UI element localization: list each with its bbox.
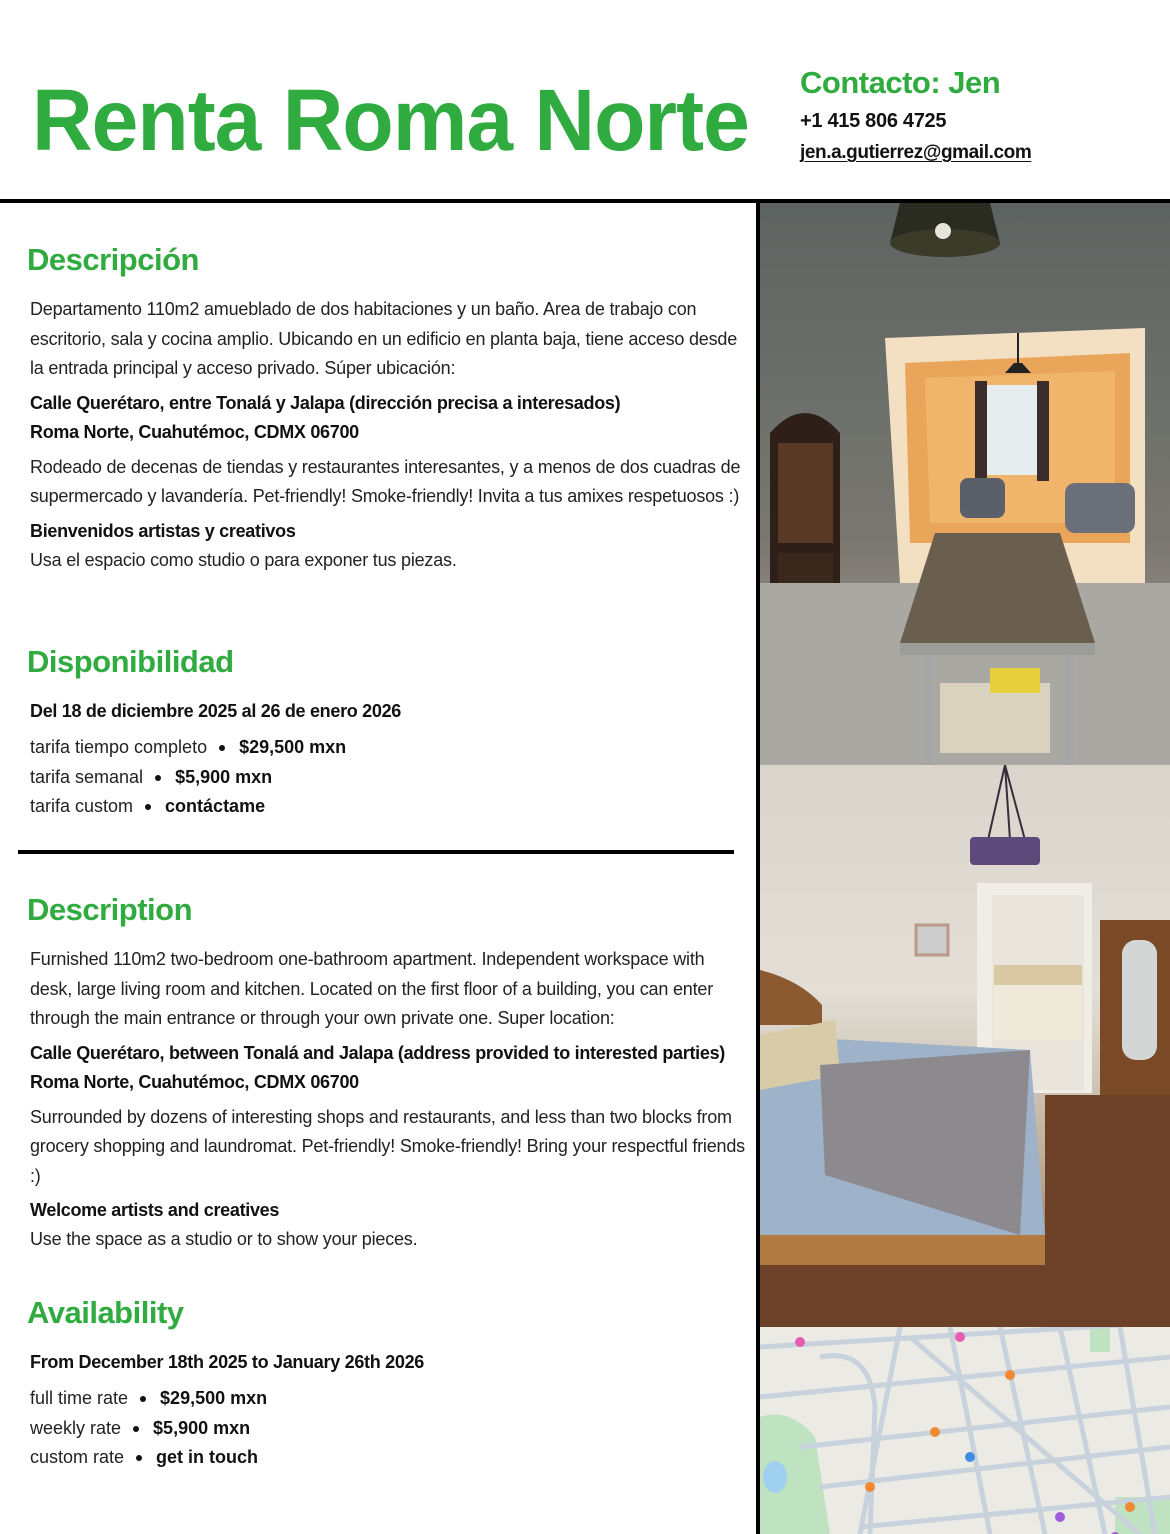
rate-label: tarifa custom: [30, 796, 134, 817]
en-artists-heading: Welcome artists and creatives: [30, 1200, 280, 1221]
es-rates-list: [30, 733, 745, 822]
es-address-line2: Roma Norte, Cuahutémoc, CDMX 06700: [30, 421, 359, 442]
contact-email-link[interactable]: jen.a.gutierrez@gmail.com: [800, 142, 1032, 164]
rate-label: weekly rate: [30, 1417, 122, 1438]
rate-row: [30, 763, 745, 793]
en-rates-list: [30, 1384, 745, 1473]
rate-label: tarifa semanal: [30, 766, 144, 787]
es-surroundings: Rodeado de decenas de tiendas y restaurantes interesantes, y a menos de dos cuadras de supermercado y lavandería. Pet-friendly! Smoke-friendly! Invita a tus amixes respetuosos :): [30, 456, 741, 507]
page-title: Renta Roma Norte: [32, 71, 749, 169]
rate-row: [30, 1443, 745, 1473]
en-availability-section: [27, 1295, 745, 1473]
rate-value: $5,900 mxn: [175, 766, 273, 787]
es-artists-text: Usa el espacio como studio o para exponer tus piezas.: [30, 549, 457, 570]
en-address-line1: Calle Querétaro, between Tonalá and Jalapa (address provided to interested parties): [30, 1042, 725, 1063]
en-description-section: [27, 892, 745, 1255]
rate-value: $29,500 mxn: [160, 1388, 268, 1409]
bullet-icon: [145, 804, 151, 810]
rate-value: get in touch: [156, 1447, 259, 1468]
contact-block: [800, 66, 1031, 164]
rate-row: [30, 792, 745, 822]
es-availability-dates: Del 18 de diciembre 2025 al 26 de enero 2026: [30, 701, 402, 722]
rate-row: [30, 733, 745, 763]
rate-value: contáctame: [165, 796, 266, 817]
rate-label: full time rate: [30, 1388, 129, 1409]
en-address-line2: Roma Norte, Cuahutémoc, CDMX 06700: [30, 1071, 359, 1092]
language-divider: [18, 850, 734, 854]
rate-row: [30, 1384, 745, 1414]
rate-label: tarifa tiempo completo: [30, 737, 208, 758]
es-artists-heading: Bienvenidos artistas y creativos: [30, 520, 296, 541]
es-availability-section: [27, 644, 745, 822]
neighborhood-map[interactable]: [760, 1327, 1170, 1534]
es-description-heading: Descripción: [27, 242, 199, 277]
rate-value: $5,900 mxn: [153, 1417, 251, 1438]
living-room-photo: [760, 203, 1170, 765]
contact-label: Contacto: Jen: [800, 65, 1001, 100]
contact-phone[interactable]: +1 415 806 4725: [800, 110, 947, 133]
en-availability-heading: Availability: [27, 1295, 184, 1330]
es-availability-heading: Disponibilidad: [27, 644, 234, 679]
bullet-icon: [133, 1426, 139, 1432]
bullet-icon: [219, 745, 225, 751]
bedroom-photo: [760, 765, 1170, 1327]
rate-label: custom rate: [30, 1447, 125, 1468]
en-availability-dates: From December 18th 2025 to January 26th 2026: [30, 1352, 424, 1373]
es-address-line1: Calle Querétaro, entre Tonalá y Jalapa (dirección precisa a interesados): [30, 392, 621, 413]
en-description-intro: Furnished 110m2 two-bedroom one-bathroom apartment. Independent workspace with desk, large living room and kitchen. Located on the first floor of a building, you can enter through the main entrance or through your own private one. Super location:: [30, 949, 714, 1029]
rate-value: $29,500 mxn: [239, 737, 347, 758]
es-description-section: [27, 242, 745, 575]
en-artists-text: Use the space as a studio or to show your pieces.: [30, 1229, 418, 1250]
bullet-icon: [155, 775, 161, 781]
rate-row: [30, 1414, 745, 1444]
en-surroundings: Surrounded by dozens of interesting shops and restaurants, and less than two blocks from grocery shopping and laundromat. Pet-friendly! Smoke-friendly! Bring your respectful friends :): [30, 1106, 745, 1186]
bullet-icon: [136, 1455, 142, 1461]
en-description-heading: Description: [27, 892, 193, 927]
bullet-icon: [140, 1396, 146, 1402]
es-description-intro: Departamento 110m2 amueblado de dos habitaciones y un baño. Area de trabajo con escritorio, sala y cocina amplio. Ubicando en un edificio en planta baja, tiene acceso desde la entrada principal y acceso privado. Súper ubicación:: [30, 299, 738, 379]
